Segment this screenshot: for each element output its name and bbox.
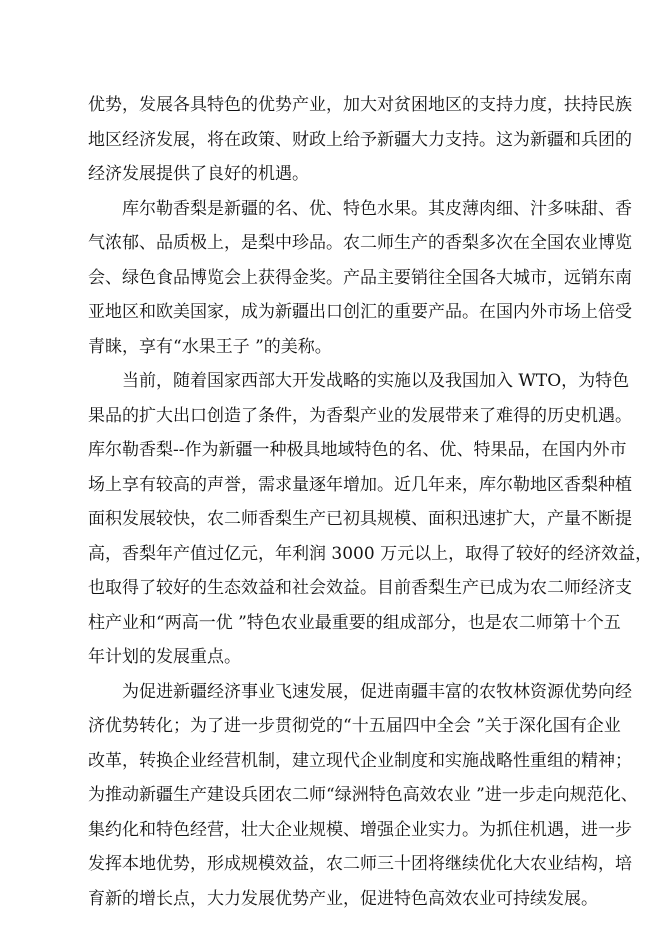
text-line: 青睐，享有“水果王子 ”的美称。 (88, 336, 332, 357)
text-line: 优势，发展各具特色的优势产业，加大对贫困地区的支持力度，扶持民族 (88, 95, 632, 115)
text-line: 会、绿色食品博览会上获得金奖。产品主要销往全国各大城市，远销东南 (88, 267, 632, 288)
paragraph-4 (88, 675, 638, 917)
text-line: 柱产业和“两高一优 ”特色农业最重要的组成部分，也是农二师第十个五 (88, 612, 621, 633)
paragraph-3 (88, 364, 652, 675)
text-line: 为促进新疆经济事业飞速发展，促进南疆丰富的农牧林资源优势向经 (88, 681, 632, 702)
paragraph-2 (88, 192, 632, 365)
text-line: 经济发展提供了良好的机遇。 (88, 164, 309, 184)
text-line: 果品的扩大出口创造了条件，为香梨产业的发展带来了难得的历史机遇。 (88, 405, 632, 426)
text-line: 也取得了较好的生态效益和社会效益。目前香梨生产已成为农二师经济支 (88, 578, 632, 598)
text-line: 发挥本地优势，形成规模效益，农二师三十团将继续优化大农业结构，培 (88, 854, 632, 874)
text-line: 改革，转换企业经营机制，建立现代企业制度和实施战略性重组的精神； (88, 750, 632, 771)
text-line: 年计划的发展重点。 (88, 647, 241, 667)
text-line: 济优势转化；为了进一步贯彻党的“十五届四中全会 ”关于深化国有企业 (88, 716, 621, 736)
text-line: 高，香梨年产值过亿元，年利润 3000 万元以上，取得了较好的经济效益， (88, 543, 653, 564)
text-line: 当前，随着国家西部大开发战略的实施以及我国加入 WTO，为特色 (88, 371, 630, 391)
paragraph-1 (88, 88, 632, 192)
text-line: 为推动新疆生产建设兵团农二师“绿洲特色高效农业 ”进一步走向规范化、 (88, 785, 638, 805)
text-line: 面积发展较快，农二师香梨生产已初具规模、面积迅速扩大，产量不断提 (88, 509, 632, 529)
text-line: 库尔勒香梨是新疆的名、优、特色水果。其皮薄肉细、汁多味甜、香 (88, 198, 632, 219)
text-line: 育新的增长点，大力发展优势产业，促进特色高效农业可持续发展。 (88, 888, 598, 909)
text-line: 场上享有较高的声誉，需求量逐年增加。近几年来，库尔勒地区香梨种植 (88, 474, 632, 495)
text-line: 气浓郁、品质极上，是梨中珍品。农二师生产的香梨多次在全国农业博览 (88, 233, 632, 253)
text-line: 集约化和特色经营，壮大企业规模、增强企业实力。为抓住机遇，进一步 (88, 819, 632, 840)
text-line: 地区经济发展，将在政策、财政上给予新疆大力支持。这为新疆和兵团的 (88, 129, 632, 150)
text-line: 亚地区和欧美国家，成为新疆出口创汇的重要产品。在国内外市场上倍受 (88, 302, 632, 322)
text-line: 库尔勒香梨--作为新疆一种极具地域特色的名、优、特果品，在国内外市 (88, 440, 627, 460)
